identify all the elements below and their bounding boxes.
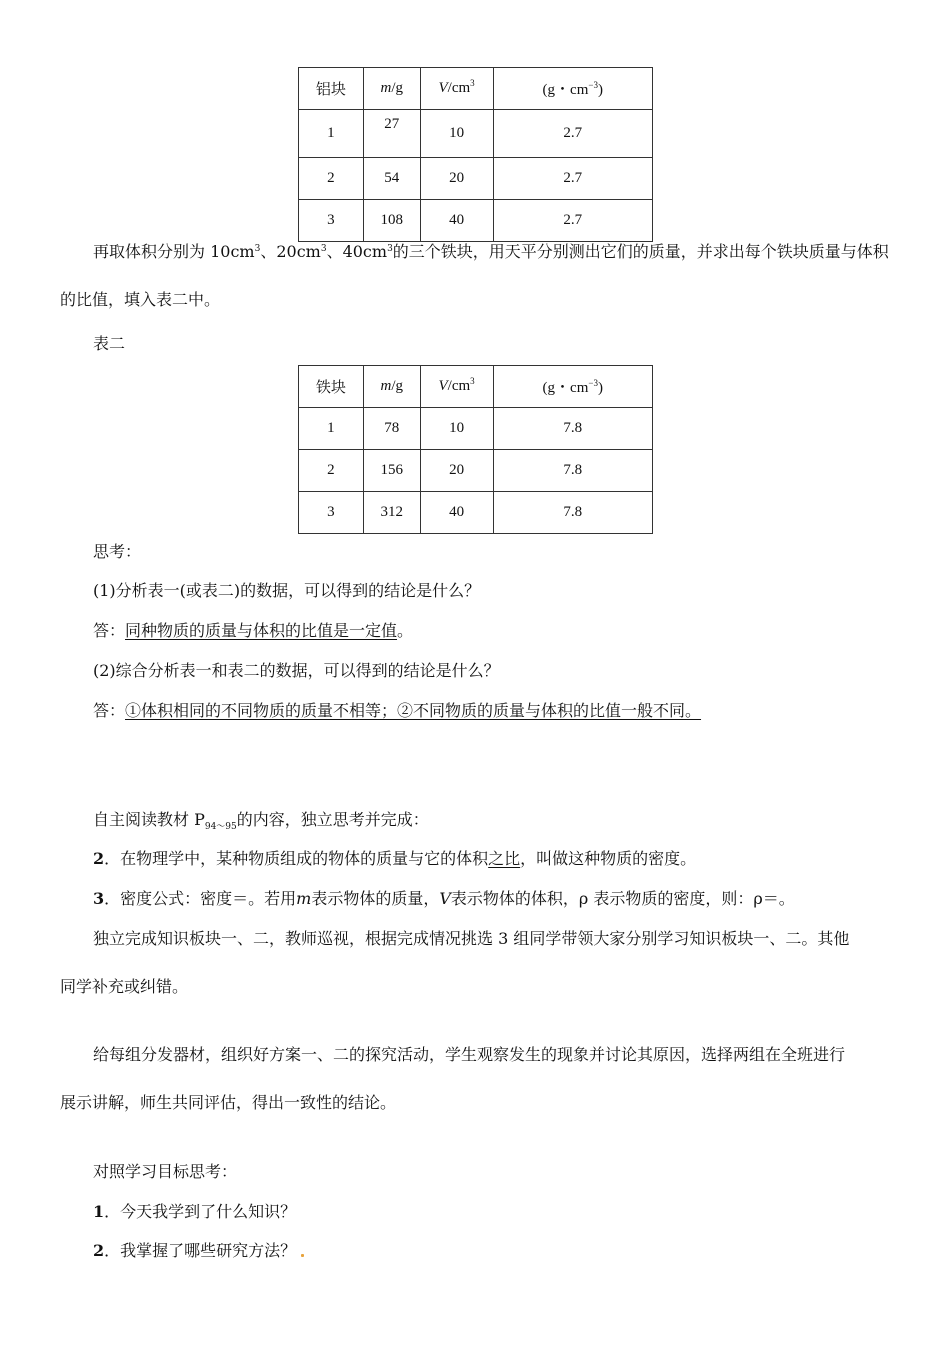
- think-answer-1: 答：同种物质的质量与体积的比值是一定值。: [93, 621, 414, 640]
- iron-table: [298, 365, 653, 534]
- think-question-1: (1)分析表一(或表二)的数据，可以得到的结论是什么？: [93, 581, 481, 600]
- table-row: [299, 158, 653, 200]
- table-row: [299, 200, 653, 242]
- reflection-title: 对照学习目标思考：: [93, 1162, 238, 1181]
- cell-mass: 312: [363, 492, 420, 534]
- cell-mass: 108: [363, 200, 420, 242]
- header-density: (g・$cm^{-3}$): [493, 68, 653, 110]
- reading-item-2: 2．在物理学中，某种物质组成的物体的质量与它的体积之比，叫做这种物质的密度。: [93, 849, 697, 868]
- reflection-item-1: 1．今天我学到了什么知识？: [93, 1202, 297, 1221]
- reading-intro: 自主阅读教材 $P_{94\sim 95}$的内容，独立思考并完成：: [93, 810, 429, 833]
- table-header-row: [299, 366, 653, 408]
- cell-density: 2.7: [493, 110, 653, 158]
- table-row: [299, 492, 653, 534]
- groups-paragraph-line1: 给每组分发器材，组织好方案一、二的探究活动，学生观察发生的现象并讨论其原因，选择两组在全班进行: [93, 1045, 846, 1064]
- header-block: 铁块: [299, 366, 364, 408]
- cell-density: 2.7: [493, 200, 653, 242]
- complete-paragraph-line2: 同学补充或纠错。: [60, 977, 189, 996]
- cell-index: 3: [299, 200, 364, 242]
- cell-index: 1: [299, 408, 364, 450]
- cell-index: 3: [299, 492, 364, 534]
- header-volume: $V/cm^3$: [420, 68, 493, 110]
- complete-paragraph-line1: 独立完成知识板块一、二，教师巡视，根据完成情况挑选 3 组同学带领大家分别学习知识板块一、二。其他: [93, 929, 850, 948]
- cell-volume: 40: [420, 200, 493, 242]
- cell-volume: 40: [420, 492, 493, 534]
- cell-mass: 27: [363, 110, 420, 158]
- header-volume: $V/cm^3$: [420, 366, 493, 408]
- cell-density: 7.8: [493, 408, 653, 450]
- cell-index: 2: [299, 158, 364, 200]
- header-density: (g・$cm^{-3}$): [493, 366, 653, 408]
- header-block: 铝块: [299, 68, 364, 110]
- cell-index: 1: [299, 110, 364, 158]
- reading-item-3: 3．密度公式：密度＝。若用m表示物体的质量，V表示物体的体积，ρ 表示物质的密度，则：ρ＝。: [93, 889, 795, 908]
- cell-mass: 54: [363, 158, 420, 200]
- think-question-2: (2)综合分析表一和表二的数据，可以得到的结论是什么？: [93, 661, 500, 680]
- cell-volume: 10: [420, 408, 493, 450]
- table2-title: 表二: [93, 334, 126, 353]
- table-header-row: [299, 68, 653, 110]
- cell-density: 7.8: [493, 492, 653, 534]
- header-mass: m/g: [363, 366, 420, 408]
- cell-volume: 10: [420, 110, 493, 158]
- aluminum-table: [298, 67, 653, 242]
- table-row: [299, 450, 653, 492]
- table-row: [299, 110, 653, 158]
- header-mass: m/g: [363, 68, 420, 110]
- groups-paragraph-line2: 展示讲解，师生共同评估，得出一致性的结论。: [60, 1093, 397, 1112]
- cell-density: 7.8: [493, 450, 653, 492]
- table-row: [299, 408, 653, 450]
- cell-volume: 20: [420, 158, 493, 200]
- cell-index: 2: [299, 450, 364, 492]
- iron-paragraph-line2: 的比值，填入表二中。: [60, 290, 221, 309]
- marker-dot-icon: [301, 1254, 304, 1257]
- cell-density: 2.7: [493, 158, 653, 200]
- iron-paragraph-line1: 再取体积分别为 $10cm^3$、$20cm^3$、$40cm^3$的三个铁块，用天平分别测出它们的质量，并求出每个铁块质量与体积: [93, 242, 889, 261]
- cell-volume: 20: [420, 450, 493, 492]
- think-answer-2: 答：①体积相同的不同物质的质量不相等；②不同物质的质量与体积的比值一般不同。: [93, 701, 702, 720]
- think-title: 思考：: [93, 542, 142, 561]
- cell-mass: 78: [363, 408, 420, 450]
- cell-mass: 156: [363, 450, 420, 492]
- reflection-item-2: 2．我掌握了哪些研究方法？: [93, 1241, 304, 1261]
